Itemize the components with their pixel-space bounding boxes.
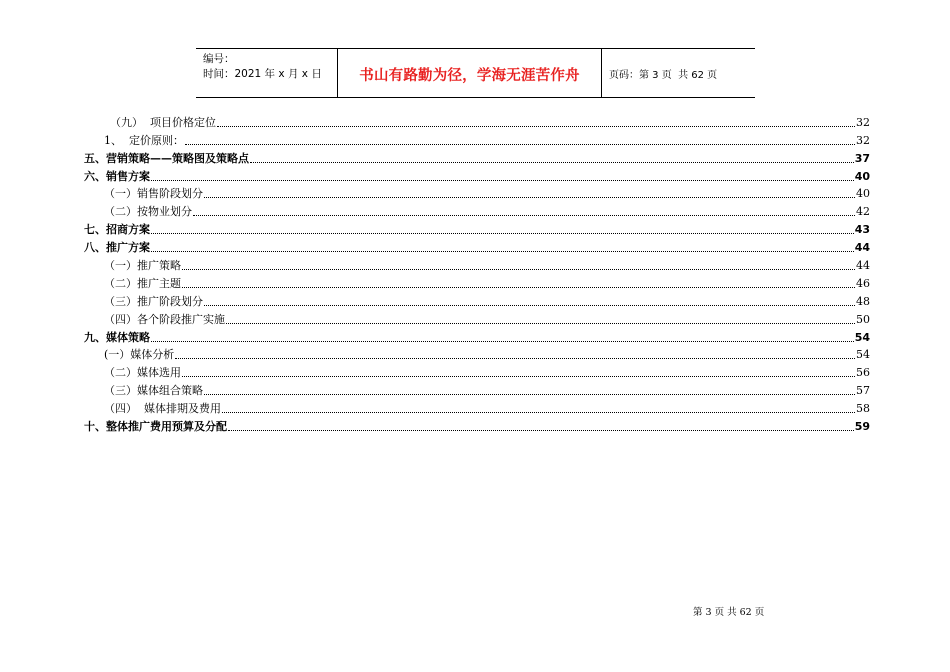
toc-entry-page-number: 54 (854, 330, 870, 344)
toc-dot-leader (217, 125, 855, 127)
toc-entry-page-number: 44 (854, 241, 870, 255)
toc-dot-leader (250, 161, 854, 163)
toc-entry-page-number: 42 (856, 205, 870, 219)
toc-dot-leader (182, 375, 855, 377)
toc-entry-title: （九） 项目价格定位 (110, 115, 216, 129)
toc-entry-title: （四）各个阶段推广实施 (104, 312, 225, 326)
header-date: 时间：2021 年 x 月 x 日 (203, 68, 322, 80)
toc-entry[interactable] (84, 148, 870, 166)
toc-entry-page-number: 58 (856, 402, 870, 416)
toc-entry-page-number: 46 (856, 276, 870, 290)
toc-dot-leader (204, 393, 855, 395)
toc-entry-page-number: 32 (856, 133, 870, 147)
toc-entry-title: （四） 媒体排期及费用 (104, 402, 221, 416)
toc-entry-title: 七、招商方案 (84, 223, 150, 237)
toc-dot-leader (204, 304, 855, 306)
toc-entry-page-number: 37 (854, 151, 870, 165)
toc-dot-leader (151, 340, 854, 342)
toc-entry[interactable] (84, 309, 870, 327)
toc-entry-title: 六、销售方案 (84, 169, 150, 183)
toc-entry-page-number: 57 (856, 384, 870, 398)
toc-entry[interactable] (84, 273, 870, 291)
toc-entry-title: （三）推广阶段划分 (104, 294, 203, 308)
toc-entry[interactable] (84, 291, 870, 309)
page-footer: 第 3 页 共 62 页 (693, 607, 765, 618)
toc-entry-page-number: 43 (854, 223, 870, 237)
header-page-info-cell (602, 49, 755, 97)
toc-entry-title: (一）媒体分析 (104, 348, 175, 362)
toc-entry-page-number: 59 (854, 420, 870, 434)
toc-entry[interactable] (84, 112, 870, 130)
toc-entry-title: （三）媒体组合策略 (104, 384, 203, 398)
toc-entry[interactable] (84, 380, 870, 398)
page-header (196, 48, 755, 98)
toc-entry-title: （二）按物业划分 (104, 205, 192, 219)
toc-dot-leader (182, 268, 855, 270)
toc-dot-leader (151, 232, 854, 234)
toc-entry-page-number: 48 (856, 294, 870, 308)
table-of-contents (84, 112, 870, 434)
toc-entry[interactable] (84, 130, 870, 148)
toc-entry-title: 1、 定价原则： (104, 133, 184, 147)
header-info-cell (196, 49, 338, 97)
toc-entry[interactable] (84, 201, 870, 219)
toc-entry-page-number: 50 (856, 312, 870, 326)
toc-dot-leader (226, 322, 855, 324)
header-page-info: 页码：第 3 页 共 62 页 (609, 70, 718, 81)
toc-entry-title: （一）推广策略 (104, 259, 181, 273)
toc-entry-title: 十、整体推广费用预算及分配 (84, 420, 227, 434)
toc-dot-leader (175, 357, 855, 359)
toc-entry-title: 八、推广方案 (84, 241, 150, 255)
toc-entry-title: 五、营销策略——策略图及策略点 (84, 151, 249, 165)
toc-dot-leader (204, 196, 855, 198)
toc-entry-title: （二）推广主题 (104, 276, 181, 290)
toc-entry[interactable] (84, 237, 870, 255)
toc-entry-page-number: 40 (856, 187, 870, 201)
toc-entry[interactable] (84, 398, 870, 416)
toc-entry[interactable] (84, 184, 870, 202)
toc-dot-leader (185, 143, 855, 145)
toc-entry-page-number: 44 (856, 259, 870, 273)
toc-dot-leader (222, 411, 855, 413)
toc-entry-page-number: 54 (856, 348, 870, 362)
toc-dot-leader (182, 286, 855, 288)
toc-entry[interactable] (84, 219, 870, 237)
header-motto: 书山有路勤为径，学海无涯苦作舟 (338, 49, 602, 97)
toc-entry-page-number: 56 (856, 366, 870, 380)
toc-dot-leader (193, 214, 855, 216)
toc-entry-title: （二）媒体选用 (104, 366, 181, 380)
toc-dot-leader (151, 179, 854, 181)
header-number-label: 编号： (203, 53, 235, 65)
toc-entry[interactable] (84, 345, 870, 363)
toc-entry[interactable] (84, 416, 870, 434)
toc-entry[interactable] (84, 327, 870, 345)
toc-entry-title: 九、媒体策略 (84, 330, 150, 344)
toc-dot-leader (151, 250, 854, 252)
toc-entry[interactable] (84, 166, 870, 184)
toc-entry-page-number: 40 (854, 169, 870, 183)
toc-entry-title: （一）销售阶段划分 (104, 187, 203, 201)
toc-entry-page-number: 32 (856, 115, 870, 129)
toc-entry[interactable] (84, 255, 870, 273)
toc-entry[interactable] (84, 362, 870, 380)
toc-dot-leader (228, 429, 854, 431)
